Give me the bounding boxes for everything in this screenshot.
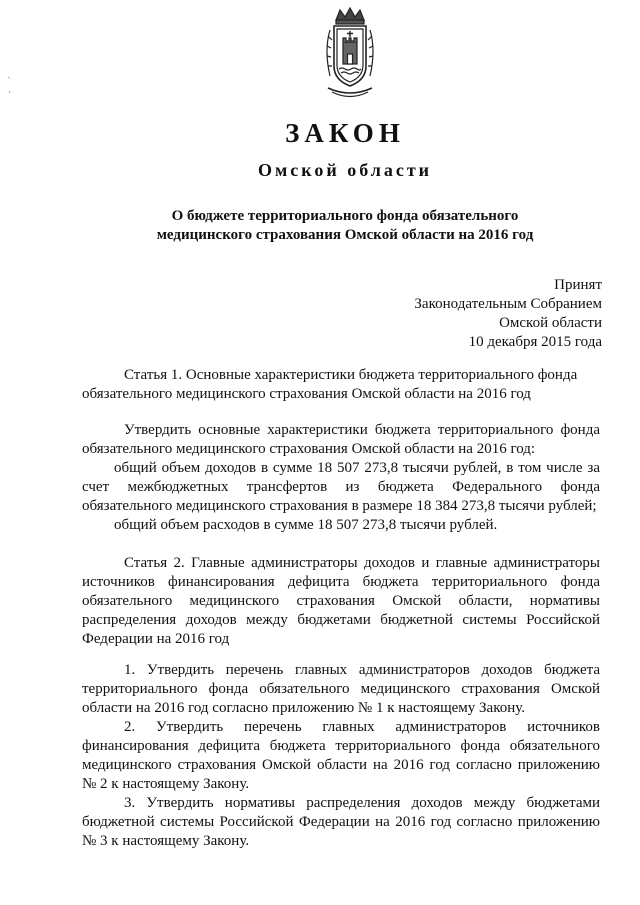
document-heading-line: О бюджете территориального фонда обязательного	[171, 208, 519, 224]
law-subtitle: Омской области	[257, 160, 433, 180]
adoption-date: 10 декабря 2015 года	[468, 334, 602, 350]
adoption-line: Омской области	[499, 315, 602, 331]
article-1-title	[82, 366, 600, 404]
article-paragraph: 2. Утвердить перечень главных администраторов источников финансирования дефицита бюджета территориального фонда обязательного медицинского страхования Омской области на 2016 год согласно приложению № 2 к настоящему Закону.	[82, 719, 600, 792]
law-title: ЗАКОН	[285, 118, 405, 148]
article-title-text: Статья 2. Главные администраторы доходов и главные администраторы источников финансирования дефицита бюджета территориального фонда обязательного медицинского страхования Омской области, нормативы распределения доходов между бюджетами бюджетной системы Российской Федерации на 2016 год	[82, 555, 600, 647]
adoption-line: Принят	[554, 277, 602, 293]
article-2-body	[82, 661, 600, 851]
scan-mark: ˛	[8, 70, 11, 79]
coat-of-arms-icon	[318, 6, 382, 104]
article-2-title	[82, 554, 600, 649]
article-paragraph: Утвердить основные характеристики бюджета территориального фонда обязательного медицинского страхования Омской области на 2016 год:	[82, 422, 600, 457]
article-paragraph: общий объем расходов в сумме 18 507 273,8 тысячи рублей.	[114, 517, 498, 533]
article-paragraph: 1. Утвердить перечень главных администраторов доходов бюджета территориального фонда обязательного медицинского страхования Омской области на 2016 год согласно приложению № 1 к настоящему Закону.	[82, 662, 600, 716]
document-heading	[0, 207, 640, 245]
adoption-block	[414, 276, 602, 352]
article-title-text: Статья 1. Основные характеристики бюджета территориального фонда обязательного медицинского страхования Омской области на 2016 год	[82, 367, 578, 402]
article-1-body	[82, 421, 600, 535]
article-paragraph: общий объем доходов в сумме 18 507 273,8 тысячи рублей, в том числе за счет межбюджетных трансфертов из бюджета Федерального фонда обязательного медицинского страхования в размере 18 384 273,8 тысячи рублей;	[82, 460, 600, 514]
adoption-line: Законодательным Собранием	[414, 296, 602, 312]
article-paragraph: 3. Утвердить нормативы распределения доходов между бюджетами бюджетной системы Российской Федерации на 2016 год согласно приложению № 3 к настоящему Закону.	[82, 795, 600, 849]
scan-mark: ¸	[8, 84, 11, 93]
document-heading-line: медицинского страхования Омской области на 2016 год	[156, 227, 534, 243]
